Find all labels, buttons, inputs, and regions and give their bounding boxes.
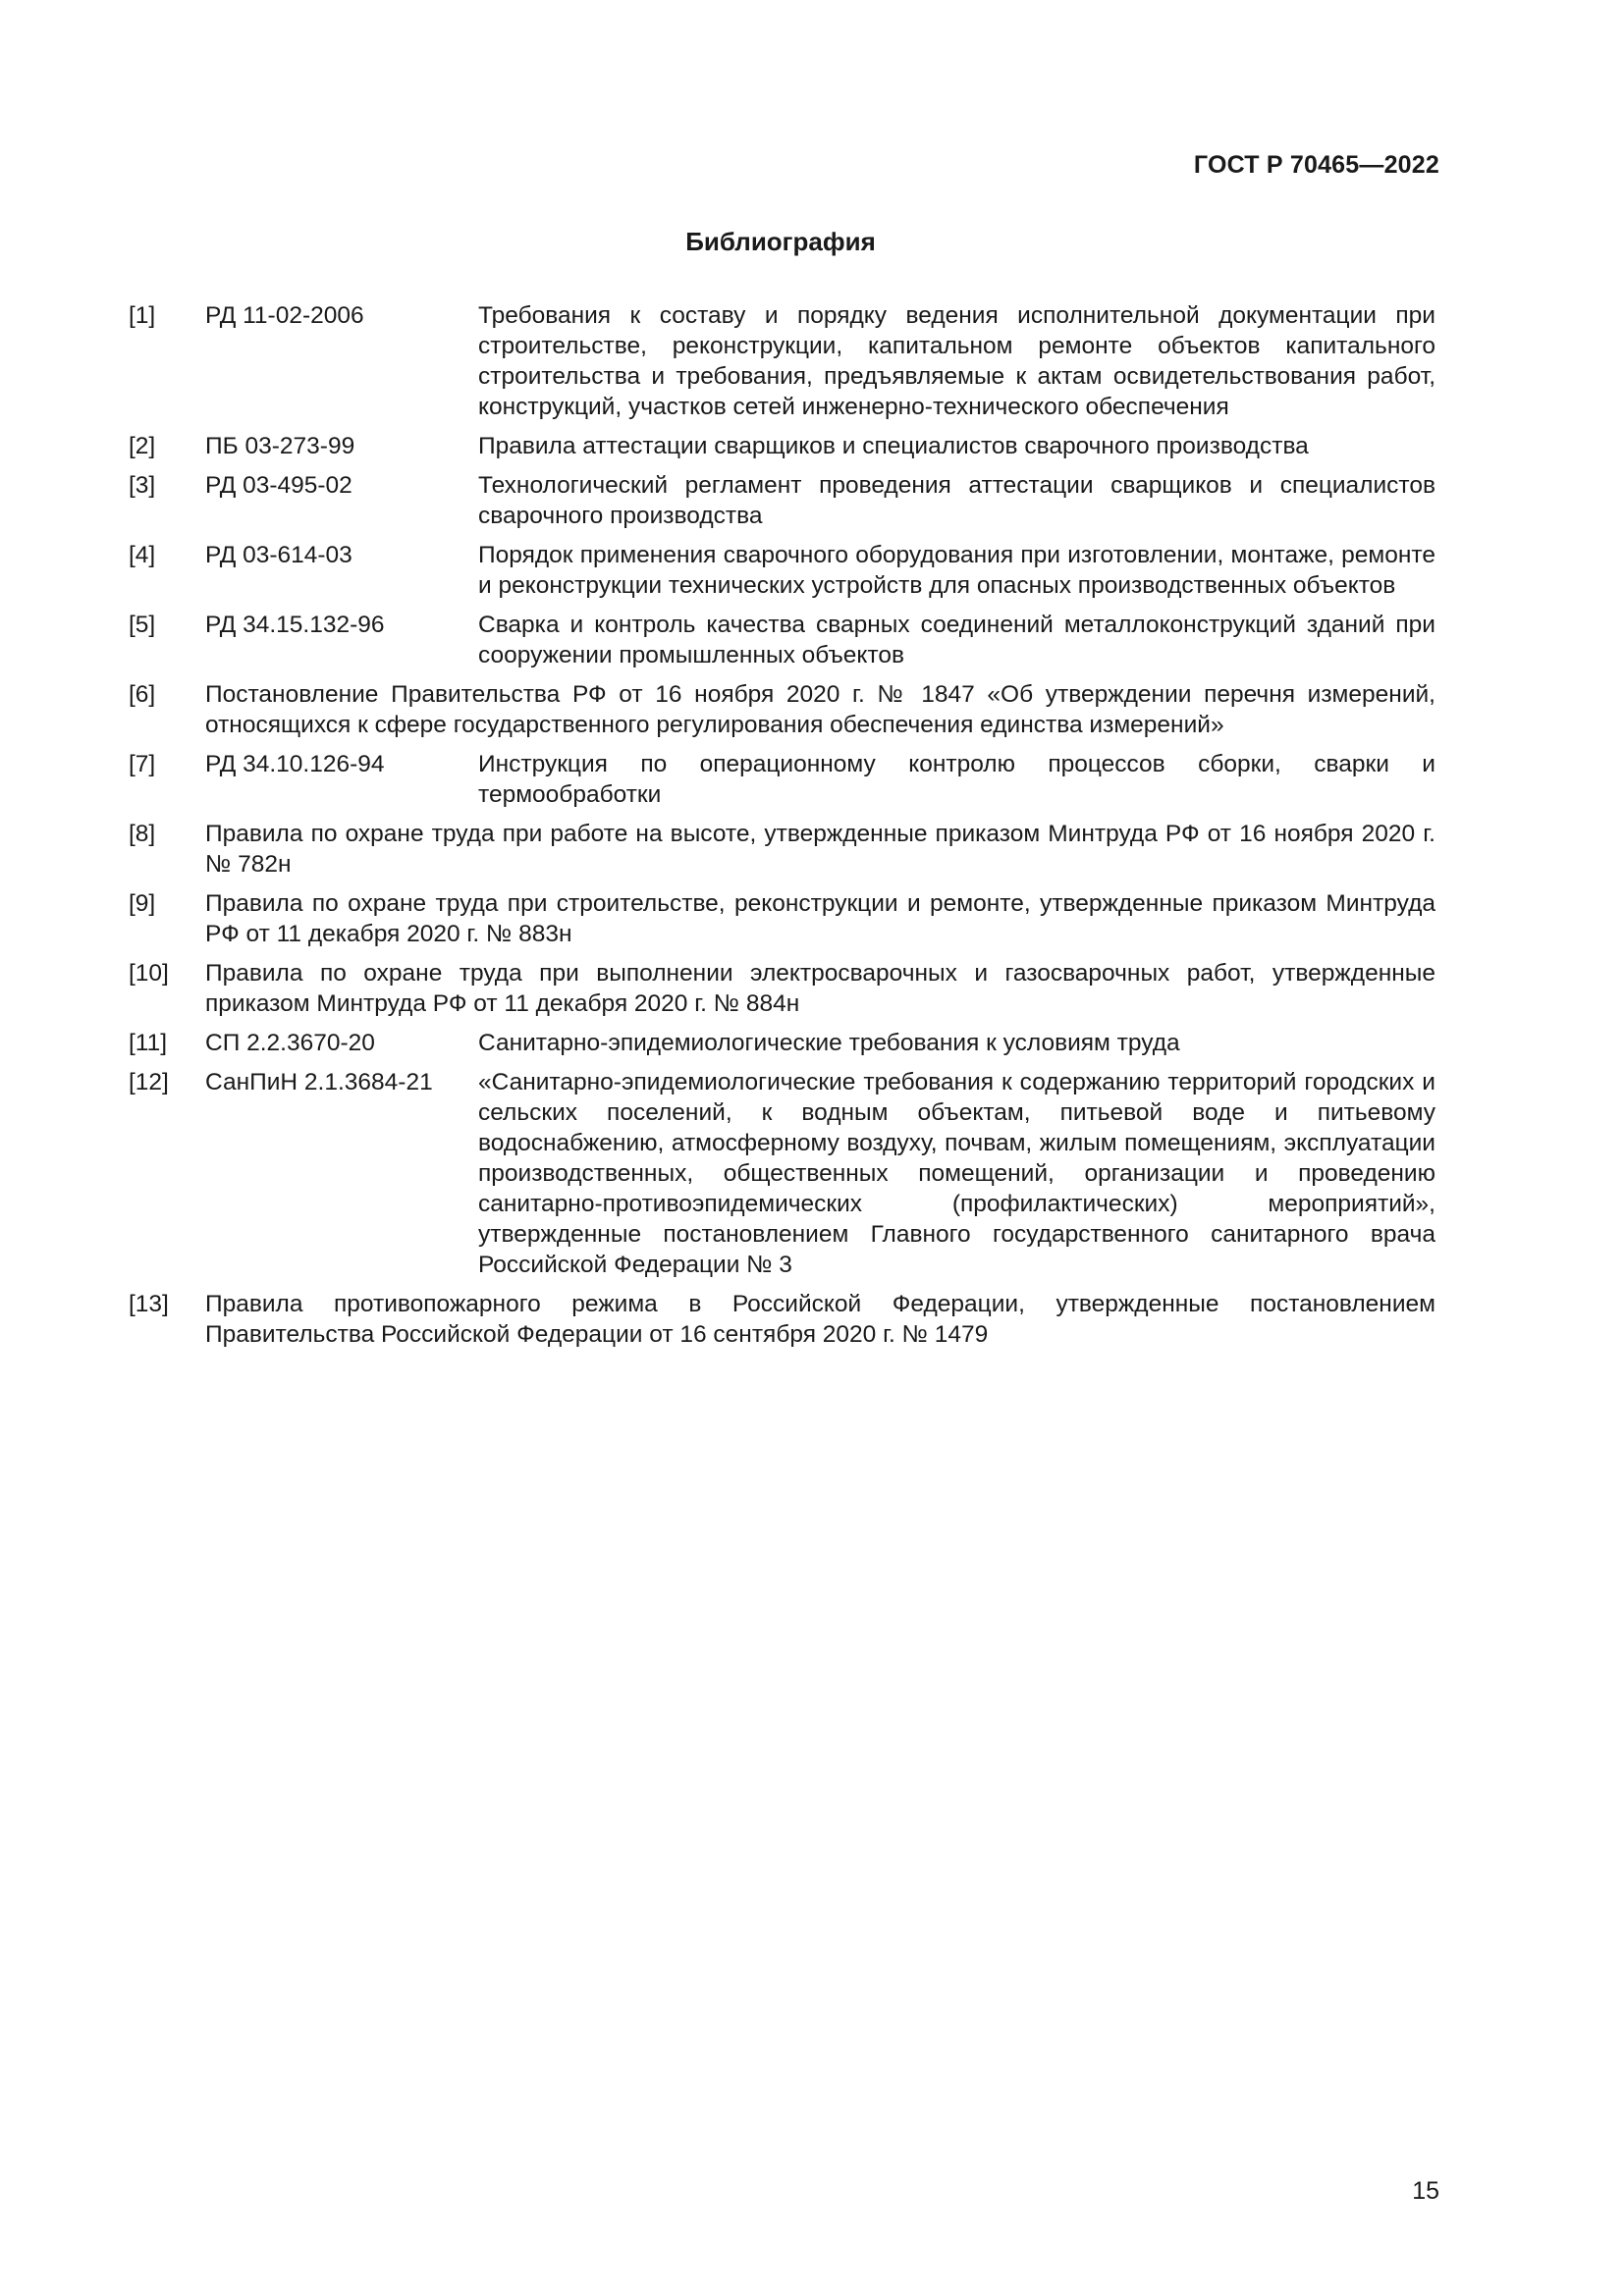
entry-number: [6] (129, 681, 156, 708)
entry-number: [2] (129, 433, 156, 459)
entry-title: Порядок применения сварочного оборудования при изготовлении, монтаже, ремонте и реконструкции технических устройств для опасных производственных объектов (478, 542, 1435, 599)
entry-title: Правила по охране труда при работе на высоте, утвержденные приказом Минтруда РФ от 16 ноября 2020 г. № 782н (205, 821, 1435, 878)
entry-title: Правила по охране труда при выполнении электросварочных и газосварочных работ, утвержденные приказом Минтруда РФ от 11 декабря 2020 г. № 884н (205, 960, 1435, 1017)
entry-title: Технологический регламент проведения аттестации сварщиков и специалистов сварочного производства (478, 472, 1435, 529)
entry-number: [8] (129, 821, 156, 847)
entry-code: РД 34.15.132-96 (205, 612, 385, 638)
page-number: 15 (1412, 2177, 1439, 2205)
entry-code: РД 11-02-2006 (205, 302, 364, 329)
entry-title: Инструкция по операционному контролю процессов сборки, сварки и термообработки (478, 751, 1435, 808)
entry-number: [3] (129, 472, 156, 499)
entry-number: [12] (129, 1069, 169, 1095)
entry-number: [1] (129, 302, 156, 329)
bibliography-entry-8 (129, 819, 1435, 880)
entry-code: РД 03-614-03 (205, 542, 352, 568)
entry-title: Правила противопожарного режима в Российской Федерации, утвержденные постановлением Правительства Российской Федерации от 16 сентября 2020 г. № 1479 (205, 1291, 1435, 1348)
entry-number: [10] (129, 960, 169, 987)
bibliography-entry-11 (129, 1028, 1435, 1058)
document-header-standard-number: ГОСТ Р 70465—2022 (1193, 151, 1439, 179)
entry-code: РД 03-495-02 (205, 472, 352, 499)
entry-code: РД 34.10.126-94 (205, 751, 385, 777)
entry-title: Требования к составу и порядку ведения исполнительной документации при строительстве, реконструкции, капитальном ремонте объектов капитального строительства и требования, предъявляемые к актам освидетельствования работ, конструкций, участков сетей инженерно-технического обеспечения (478, 302, 1435, 420)
bibliography-entry-13 (129, 1289, 1435, 1350)
entry-number: [11] (129, 1030, 168, 1056)
bibliography-entry-3 (129, 470, 1435, 531)
entry-title: Санитарно-эпидемиологические требования к условиям труда (478, 1030, 1180, 1056)
entry-code: СП 2.2.3670-20 (205, 1030, 375, 1056)
entry-number: [7] (129, 751, 156, 777)
entry-title: Правила аттестации сварщиков и специалистов сварочного производства (478, 433, 1309, 459)
entry-number: [5] (129, 612, 156, 638)
entry-title: «Санитарно-эпидемиологические требования к содержанию территорий городских и сельских поселений, к водным объектам, питьевой воде и питьевому водоснабжению, атмосферному воздуху, почвам, жилым помещениям, эксплуатации производственных, общественных помещений, организации и проведению санитарно-противоэпидемических (профилактических) мероприятий», утвержденные постановлением Главного государственного санитарного врача Российской Федерации № 3 (478, 1069, 1435, 1278)
entry-number: [9] (129, 890, 156, 917)
bibliography-title: Библиография (685, 227, 876, 256)
bibliography-entry-6 (129, 679, 1435, 740)
entry-number: [13] (129, 1291, 169, 1317)
entry-title: Постановление Правительства РФ от 16 ноября 2020 г. № 1847 «Об утверждении перечня измерений, относящихся к сфере государственного регулирования обеспечения единства измерений» (205, 681, 1435, 738)
entry-title: Правила по охране труда при строительстве, реконструкции и ремонте, утвержденные приказом Минтруда РФ от 11 декабря 2020 г. № 883н (205, 890, 1435, 947)
entry-code: ПБ 03-273-99 (205, 433, 355, 459)
bibliography-entry-5 (129, 610, 1435, 670)
bibliography-entry-7 (129, 749, 1435, 810)
bibliography-list (129, 300, 1435, 1359)
bibliography-entry-4 (129, 540, 1435, 601)
entry-code: СанПиН 2.1.3684-21 (205, 1069, 433, 1095)
entry-title: Сварка и контроль качества сварных соединений металлоконструкций зданий при сооружении промышленных объектов (478, 612, 1435, 668)
entry-number: [4] (129, 542, 156, 568)
bibliography-entry-2 (129, 431, 1435, 461)
bibliography-entry-1 (129, 300, 1435, 422)
bibliography-entry-9 (129, 888, 1435, 949)
bibliography-entry-12 (129, 1067, 1435, 1280)
bibliography-entry-10 (129, 958, 1435, 1019)
